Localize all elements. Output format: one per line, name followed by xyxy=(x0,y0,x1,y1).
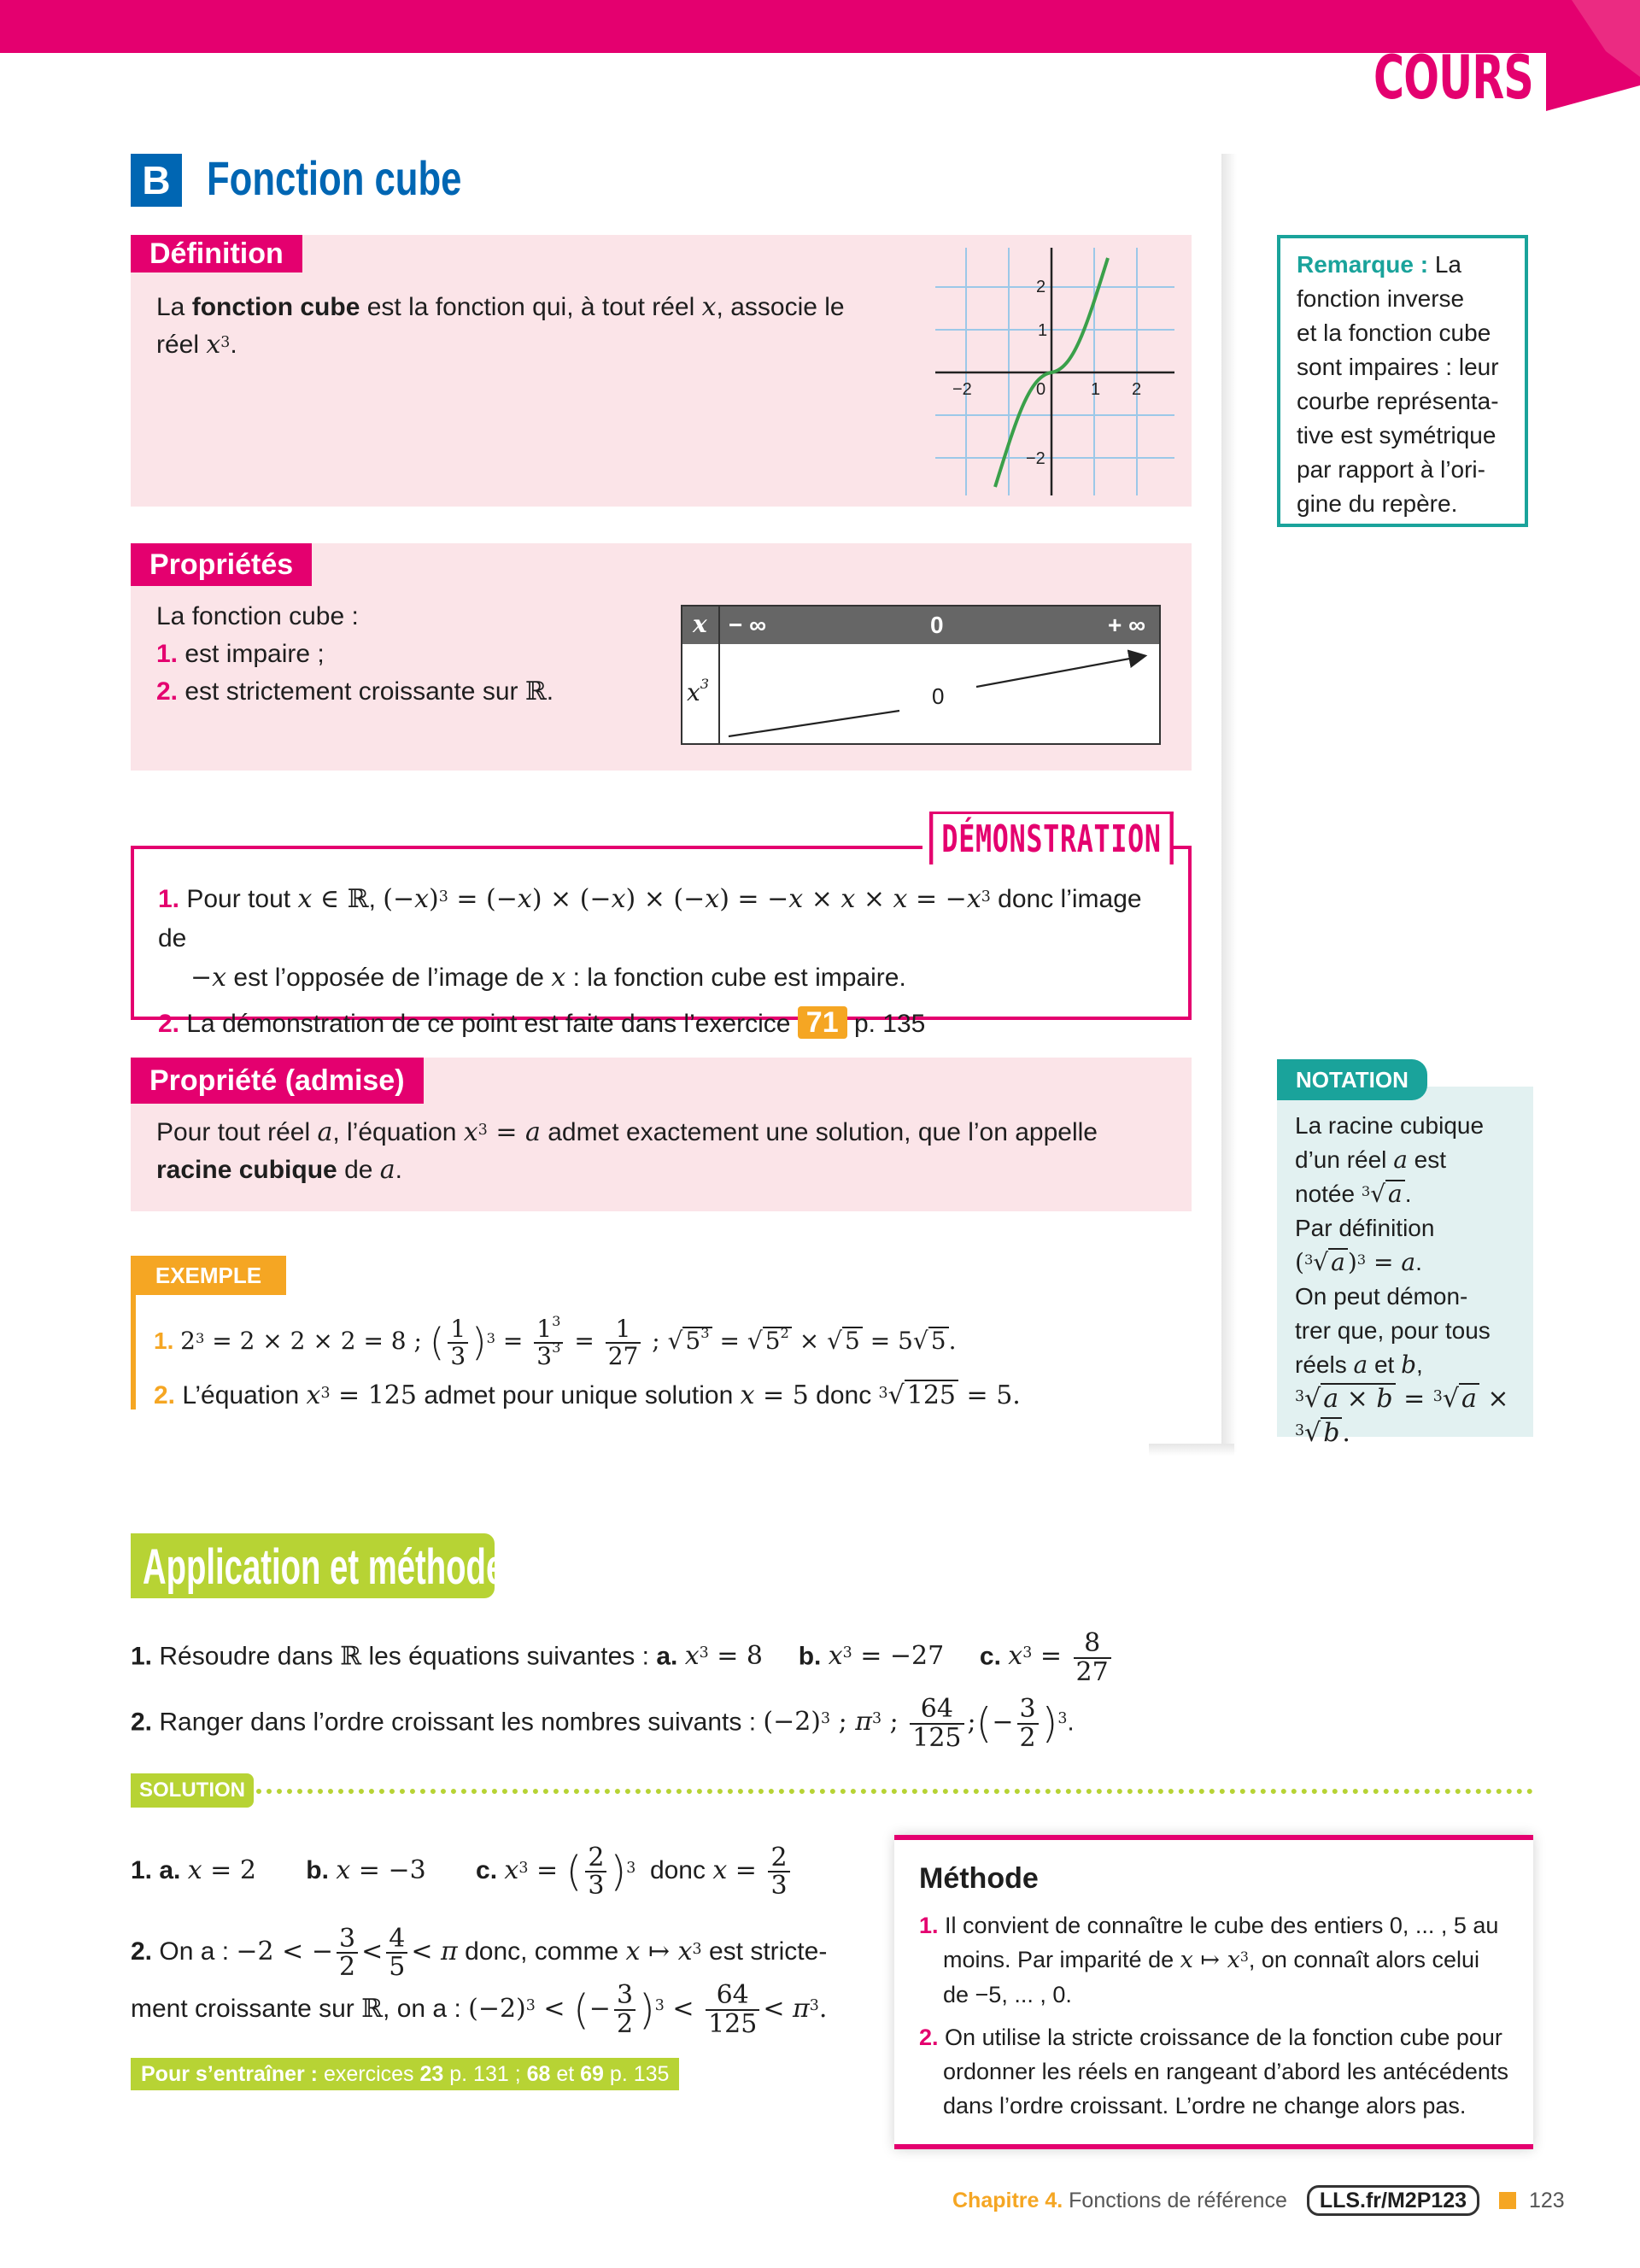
table-plus-inf: + ∞ xyxy=(1108,612,1146,638)
table-minus-inf: − ∞ xyxy=(729,612,767,638)
method-title: Méthode xyxy=(919,1862,1039,1895)
solution-dotted-line xyxy=(256,1789,1533,1794)
solution-tag: SOLUTION xyxy=(131,1773,254,1808)
tick-y-2: 2 xyxy=(1036,278,1046,296)
tick-y-neg2: −2 xyxy=(1026,449,1046,468)
tick-x-1: 1 xyxy=(1091,380,1101,399)
variation-table xyxy=(681,605,1161,745)
sheet-bottom-shadow xyxy=(1149,1444,1234,1456)
footer-square-icon xyxy=(1499,2192,1516,2209)
tick-y-1: 1 xyxy=(1038,321,1048,340)
footer: Chapitre 4. Fonctions de référence LLS.fr/M2P123 123 xyxy=(952,2183,1565,2218)
table-x-label: x xyxy=(693,610,707,638)
demonstration-title: DÉMONSTRATION xyxy=(929,812,1174,864)
solution-2: 2. On a : −2 < − $\frac{3}{2}$ < $\frac{4}{5}$ < π donc, comme x ↦ $x^3$ est stricte- ment croissante sur ℝ, on a : $(-2)^3$ < (− $\frac{3}{2}$ )$^3$ < $\frac{64}{125}$ < $\pi^3$. xyxy=(131,1923,828,2039)
question-1: 1. Résoudre dans ℝ les équations suivantes : a. $x^3 = 8$ b. $x^3 = -27$ c. $x^3$ = $\frac{8}{27}$ xyxy=(131,1630,1156,1685)
exercise-badge[interactable]: 71 xyxy=(798,1006,847,1039)
notation-tag: NOTATION xyxy=(1277,1059,1427,1100)
definition-text: La fonction cube est la fonction qui, à tout réel x, associe le réel $x^3$. xyxy=(156,292,845,360)
definition-tag: Définition xyxy=(131,235,302,273)
table-zero: 0 xyxy=(930,612,944,638)
method-text: 1. Il convient de connaître le cube des entiers 0, ... , 5 au moins. Par imparité de x ↦ $x^3$, on connaît alors celui de −5, ... , 0. 2. On utilise la stricte croissance de la fonction cube pour ordonner les réels en rangeant d’abord les antécédents dans l’ordre croissant. L’ordre ne change alors pas. xyxy=(919,1913,1508,2119)
admitted-property-tag: Propriété (admise) xyxy=(131,1058,424,1104)
example-line-2: 2. L’équation $x^3 = 125$ admet pour unique solution x = 5 donc $^3$√ 125 = 5. xyxy=(154,1380,1021,1410)
properties-tag: Propriétés xyxy=(131,543,312,586)
training-banner[interactable]: Pour s’entraîner : exercices 23 p. 131 ; 68 et 69 p. 135 xyxy=(131,2058,679,2090)
notation-text: La racine cubique d’un réel a est notée $^3$√ a . Par définition ($^3$√ a )$^3$ = a. On peut démon- trer que, pour tous réels a et b, $^3$√ a × b = $^3$√ a × $^3$√ b . xyxy=(1295,1112,1509,1448)
tick-x-neg2: −2 xyxy=(952,380,972,399)
header-bar xyxy=(0,0,1452,53)
footer-link[interactable]: LLS.fr/M2P123 xyxy=(1307,2185,1479,2216)
increasing-arrow xyxy=(720,644,1159,745)
section-title: Fonction cube xyxy=(207,151,462,205)
cours-label: COURS xyxy=(1374,43,1533,113)
example-line-1: 1. $2^3 = 2 \times 2 \times 2 = 8$ ; ( $\frac{1}{3}$ )$^3$ = $\frac{1^3}{3^3}$ = $\frac{1}{27}$ ; √ $5^3$ = √ $5^2$ × √ 5 = 5√ 5 . xyxy=(154,1312,957,1370)
solution-1: 1. a. x = 2 b. x = −3 c. $x^3$ = ( $\frac{2}{3}$ )$^3$ donc x = $\frac{2}{3}$ xyxy=(131,1841,899,1902)
cube-function-graph xyxy=(935,248,1174,495)
section-letter: B xyxy=(131,154,182,207)
sheet-shadow xyxy=(1221,154,1237,1452)
remark-text: Remarque : La fonction inverse et la fonction cube sont impaires : leur courbe représenta- tive est symétrique par rapport à l’ori- gine du repère. xyxy=(1297,251,1499,517)
tick-x-2: 2 xyxy=(1132,380,1142,399)
question-2: 2. Ranger dans l’ordre croissant les nombres suivants : $(-2)^3$ ; $\pi^3$ ; $\frac{64}{125}$ ;(− $\frac{3}{2}$ )$^3$. xyxy=(131,1694,1075,1753)
demonstration-text: 1. Pour tout x ∈ ℝ, $(-x)^3 = (-x) \times (-x) \times (-x) = -x \times x \times x = -x^3$ donc l’image de −x est l’opposée de l’image de x : la fonction cube est impaire. 2. La démonstration de ce point est faite dans l’exercice 71 p. 135 xyxy=(158,884,1142,1039)
example-tag: EXEMPLE xyxy=(131,1256,286,1295)
page-number: 123 xyxy=(1529,2189,1565,2212)
table-row-label: $x^3$ xyxy=(687,675,710,706)
example-bar xyxy=(131,1256,136,1409)
tick-x-0: 0 xyxy=(1036,380,1046,399)
application-title: Application et méthode xyxy=(131,1533,495,1598)
admitted-property-text: Pour tout réel a, l’équation $x^3 = a$ admet exactement une solution, que l’on appelle racine cubique de a. xyxy=(156,1117,1098,1185)
properties-text: La fonction cube : 1. est impaire ; 2. est strictement croissante sur ℝ. xyxy=(156,602,554,706)
table-zero-value: 0 xyxy=(932,683,945,709)
